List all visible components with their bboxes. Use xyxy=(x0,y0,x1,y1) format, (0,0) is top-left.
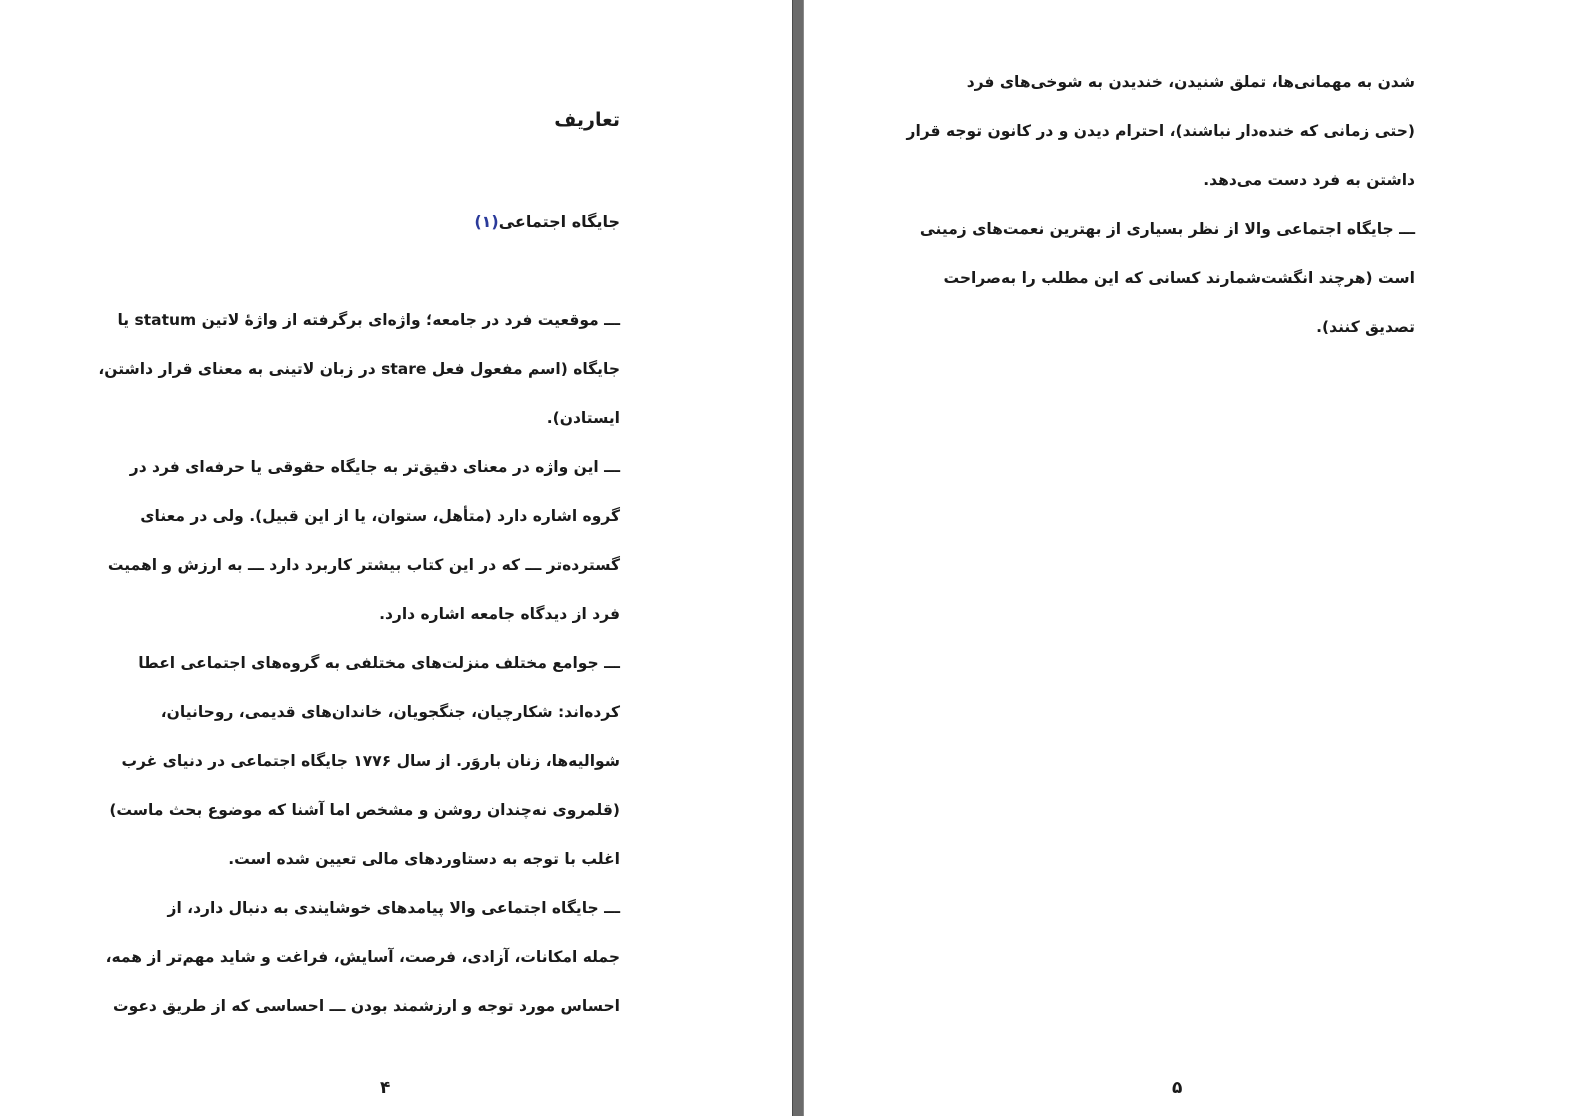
left-page xyxy=(0,0,790,1116)
text-line: ـــ جایگاه اجتماعی والا پیامدهای خوشایندی به دنبال دارد، از xyxy=(167,899,620,917)
text-line: است (هرچند انگشت‌شمارند کسانی که این مطلب را به‌صراحت xyxy=(943,269,1415,287)
text-line: اغلب با توجه به دستاوردهای مالی تعیین شده است. xyxy=(228,850,620,868)
text-line: شدن به مهمانی‌ها، تملق شنیدن، خندیدن به شوخی‌های فرد xyxy=(966,73,1415,91)
page-gutter-divider xyxy=(792,0,804,1116)
text-line: (قلمروی نه‌چندان روشن و مشخص اما آشنا که موضوع بحث ماست) xyxy=(109,801,620,819)
left-body-text xyxy=(98,296,620,1031)
text-line: شوالیه‌ها، زنان باروَر. از سال ۱۷۷۶ جایگاه اجتماعی در دنیای غرب xyxy=(121,752,620,770)
text-line: احساس مورد توجه و ارزشمند بودن ـــ احساسی که از طریق دعوت xyxy=(113,997,620,1015)
subtitle-text: جایگاه اجتماعی xyxy=(498,212,620,231)
text-line: کرده‌اند: شکارچیان، جنگجویان، خاندان‌های قدیمی، روحانیان، xyxy=(160,703,620,721)
text-line: ـــ موقعیت فرد در جامعه؛ واژه‌ای برگرفته از واژهٔ لاتین statum یا xyxy=(117,311,620,329)
text-line: ـــ این واژه در معنای دقیق‌تر به جایگاه حقوقی یا حرفه‌ای فرد در xyxy=(129,458,620,476)
right-page xyxy=(806,0,1591,1116)
text-line: فرد از دیدگاه جامعه اشاره دارد. xyxy=(379,605,620,623)
text-line: گسترده‌تر ـــ که در این کتاب بیشتر کاربرد دارد ـــ به ارزش و اهمیت xyxy=(107,556,620,574)
right-body-text xyxy=(906,58,1415,352)
text-line: ایستادن). xyxy=(546,409,620,427)
page-number: ۵ xyxy=(1172,1078,1183,1098)
text-line: جمله امکانات، آزادی، فرصت، آسایش، فراغت و شاید مهم‌تر از همه، xyxy=(105,948,620,966)
text-line: گروه اشاره دارد (متأهل، ستوان، یا از این قبیل). ولی در معنای xyxy=(140,507,620,525)
text-line: تصدیق کنند). xyxy=(1316,318,1415,336)
text-line: (حتی زمانی که خنده‌دار نباشند)، احترام دیدن و در کانون توجه قرار xyxy=(906,122,1415,140)
section-title: تعاریف xyxy=(554,109,620,131)
footnote-reference-link[interactable]: (۱) xyxy=(474,212,499,231)
section-subtitle xyxy=(474,208,620,236)
text-line: جایگاه (اسم مفعول فعل stare در زبان لاتینی به معنای قرار داشتن، xyxy=(98,360,620,378)
page-number: ۴ xyxy=(380,1078,391,1098)
text-line: ـــ جوامع مختلف منزلت‌های مختلفی به گروه‌های اجتماعی اعطا xyxy=(138,654,620,672)
text-line: داشتن به فرد دست می‌دهد. xyxy=(1203,171,1415,189)
text-line: ـــ جایگاه اجتماعی والا از نظر بسیاری از بهترین نعمت‌های زمینی xyxy=(919,220,1415,238)
